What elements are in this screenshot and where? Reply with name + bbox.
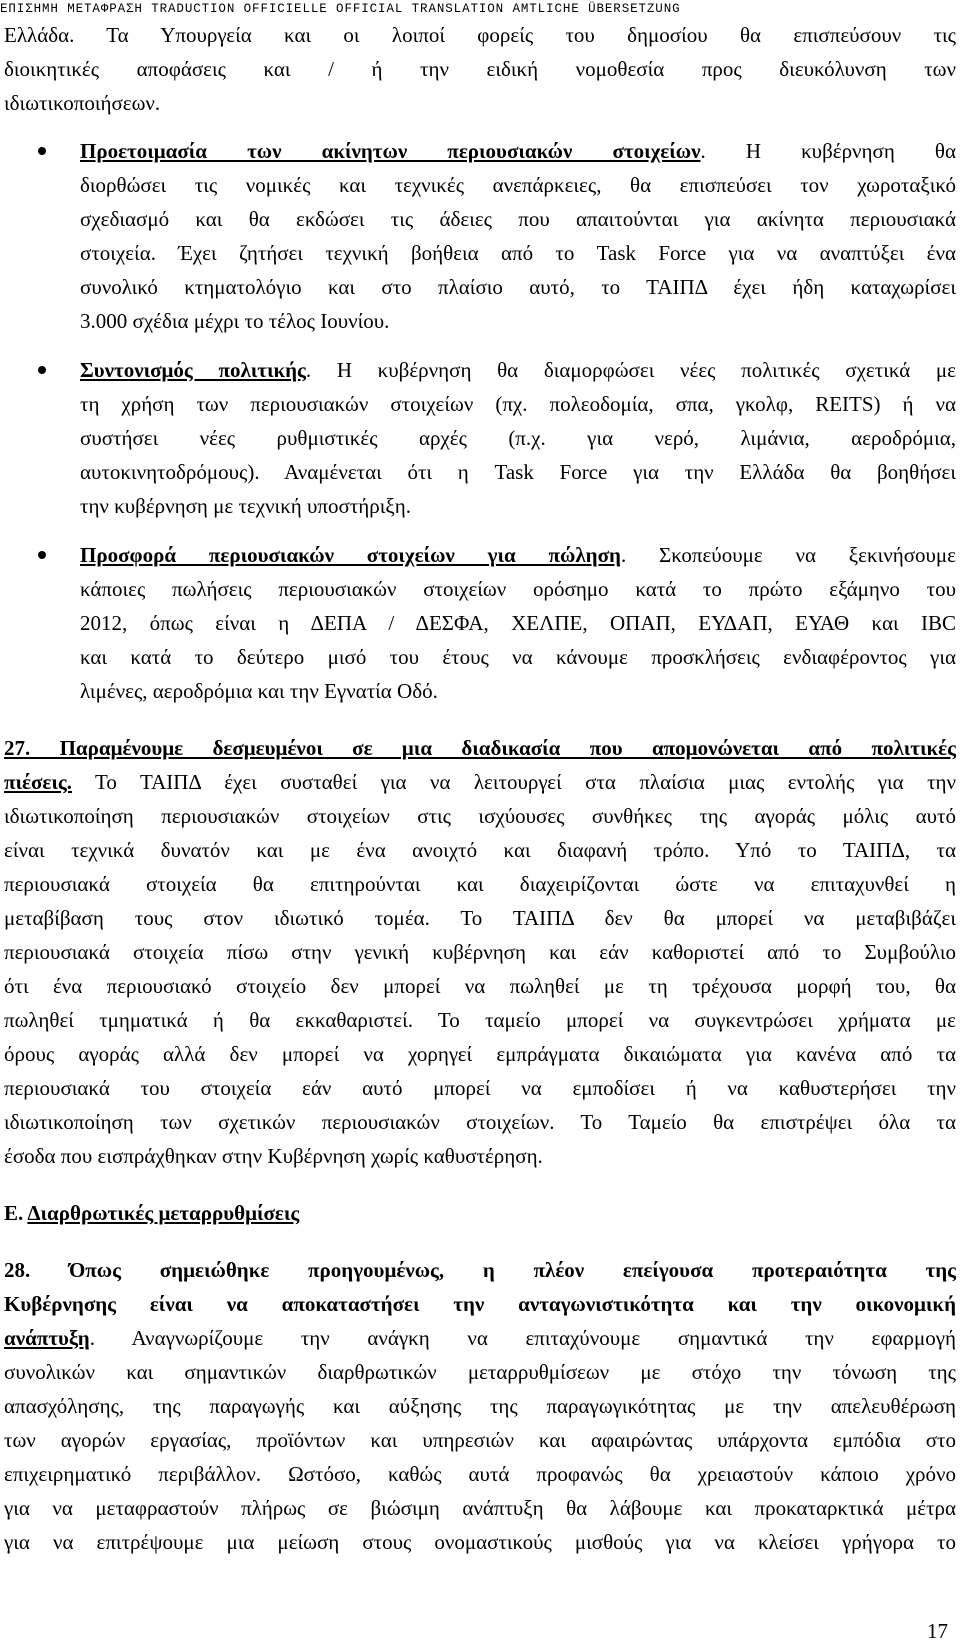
text-line: πωληθεί τμηματικά ή θα εκκαθαριστεί. Το ταμείο μπορεί να συγκεντρώσει χρήματα με (4, 1008, 956, 1032)
text-line: λιμένες, αεροδρόμια και την Εγνατία Οδό. (80, 679, 438, 703)
page-number: 17 (927, 1619, 948, 1643)
text-line: πιέσεις. Το ΤΑΙΠΔ έχει συσταθεί για να λειτουργεί στα πλαίσια μιας εντολής για την (4, 770, 956, 794)
text-line: για να μεταφραστούν πλήρως σε βιώσιμη ανάπτυξη θα λάβουμε και προκαταρκτικά μέτρα (4, 1496, 956, 1520)
section-heading: Ε. Διαρθρωτικές μεταρρυθμίσεις (4, 1201, 300, 1225)
text-line: συνολικό κτηματολόγιο και στο πλαίσιο αυτό, το ΤΑΙΠΔ έχει ήδη καταχωρίσει (80, 275, 956, 299)
bullet-heading: Προετοιμασία των ακίνητων περιουσιακών στοιχείων (80, 139, 701, 163)
text-line: των αγορών εργασίας, προϊόντων και υπηρεσιών και αφαιρώντας υπάρχοντα εμπόδια στο (4, 1428, 956, 1452)
text-line: συνολικών και σημαντικών διαρθρωτικών μεταρρυθμίσεων με στόχο την τόνωση της (4, 1360, 956, 1384)
text-line: ιδιωτικοποίηση περιουσιακών στοιχείων στις ισχύουσες συνθήκες της αγοράς μόλις αυτό (4, 804, 956, 828)
bullet-item-line: Προετοιμασία των ακίνητων περιουσιακών στοιχείων. Η κυβέρνηση θα (80, 139, 956, 163)
text-line: έσοδα που εισπράχθηκαν στην Κυβέρνηση χωρίς καθυστέρηση. (4, 1144, 543, 1168)
bullet-heading: Συντονισμός πολιτικής (80, 358, 306, 382)
text-line: είναι τεχνικά δυνατόν και με ένα ανοιχτό και διαφανή τρόπο. Υπό το ΤΑΙΠΔ, τα (4, 838, 956, 862)
text-line: και κατά το δεύτερο μισό του έτους να κάνουμε προσκλήσεις ενδιαφέροντος για (80, 645, 956, 669)
text-line: για να επιτρέψουμε μια μείωση στους ονομαστικούς μισθούς για να κλείσει γρήγορα το (4, 1530, 956, 1554)
paragraph-27-heading: 27. Παραμένουμε δεσμευμένοι σε μια διαδικασία που απομονώνεται από πολιτικές (4, 736, 956, 760)
text-line: την κυβέρνηση με τεχνική υποστήριξη. (80, 494, 411, 518)
text-line: περιουσιακά στοιχεία πίσω στην γενική κυβέρνηση και εάν καθοριστεί από το Συμβούλιο (4, 940, 956, 964)
text-line: περιουσιακά του στοιχεία εάν αυτό μπορεί να εμποδίσει ή να καθυστερήσει την (4, 1076, 956, 1100)
text-line: όρους αγοράς αλλά δεν μπορεί να χορηγεί εμπράγματα δικαιώματα για κανένα από τα (4, 1042, 956, 1066)
bullet-icon (38, 551, 46, 559)
text-line: 3.000 σχέδια μέχρι το τέλος Ιουνίου. (80, 309, 390, 333)
text-line: Ελλάδα. Τα Υπουργεία και οι λοιποί φορείς του δημοσίου θα επισπεύσουν τις (4, 23, 956, 47)
text-line: απασχόλησης, της παραγωγής και αύξησης της παραγωγικότητας με την απελευθέρωση (4, 1394, 956, 1418)
text-line: 2012, όπως είναι η ΔΕΠΑ / ΔΕΣΦΑ, ΧΕΛΠΕ, ΟΠΑΠ, ΕΥΔΑΠ, ΕΥΑΘ και IBC (80, 611, 956, 635)
text-line: ιδιωτικοποίηση των σχετικών περιουσιακών στοιχείων. Το Ταμείο θα επιστρέψει όλα τα (4, 1110, 956, 1134)
paragraph-28-heading: 28. Όπως σημειώθηκε προηγουμένως, η πλέον επείγουσα προτεραιότητα της (4, 1258, 956, 1282)
text-line: διοικητικές αποφάσεις και / ή την ειδική νομοθεσία προς διευκόλυνση των (4, 57, 956, 81)
text-line: τη χρήση των περιουσιακών στοιχείων (πχ. πολεοδομία, σπα, γκολφ, REITS) ή να (80, 392, 956, 416)
text-line: Κυβέρνησης είναι να αποκαταστήσει την ανταγωνιστικότητα και την οικονομική (4, 1292, 956, 1316)
text-line: διορθώσει τις νομικές και τεχνικές ανεπάρκειες, θα επισπεύσει τον χωροταξικό (80, 173, 956, 197)
text-line: ότι ένα περιουσιακό στοιχείο δεν μπορεί να πωληθεί με τη τρέχουσα μορφή του, θα (4, 974, 956, 998)
bullet-icon (38, 147, 46, 155)
text-line: σχεδιασμό και θα εκδώσει τις άδειες που απαιτούνται για ακίνητα περιουσιακά (80, 207, 956, 231)
text-line: στοιχεία. Έχει ζητήσει τεχνική βοήθεια από το Task Force για να αναπτύξει ένα (80, 241, 956, 265)
translation-header: ΕΠΙΣΗΜΗ ΜΕΤΑΦΡΑΣΗ TRADUCTION OFFICIELLE OFFICIAL TRANSLATION AMTLICHE ÜBERSETZUNG (0, 2, 681, 16)
text-line: ιδιωτικοποιήσεων. (4, 91, 161, 115)
text-line: μεταβίβαση τους στον ιδιωτικό τομέα. Το ΤΑΙΠΔ δεν θα μπορεί να μεταβιβάζει (4, 906, 956, 930)
bullet-item-line: Προσφορά περιουσιακών στοιχείων για πώληση. Σκοπεύουμε να ξεκινήσουμε (80, 543, 956, 567)
text-line: επιχειρηματικό περιβάλλον. Ωστόσο, καθώς αυτά προφανώς θα χρειαστούν κάποιο χρόνο (4, 1462, 956, 1486)
text-line: περιουσιακά στοιχεία θα επιτηρούνται και διαχειρίζονται ώστε να επιταχυνθεί η (4, 872, 956, 896)
text-line: κάποιες πωλήσεις περιουσιακών στοιχείων ορόσημο κατά το πρώτο εξάμηνο του (80, 577, 956, 601)
bullet-icon (38, 366, 46, 374)
text-line: ανάπτυξη. Αναγνωρίζουμε την ανάγκη να επιταχύνουμε σημαντικά την εφαρμογή (4, 1326, 956, 1350)
text-line: αυτοκινητοδρόμους). Αναμένεται ότι η Task Force για την Ελλάδα θα βοηθήσει (80, 460, 956, 484)
bullet-heading: Προσφορά περιουσιακών στοιχείων για πώληση (80, 543, 621, 567)
bullet-item-line: Συντονισμός πολιτικής. Η κυβέρνηση θα διαμορφώσει νέες πολιτικές σχετικά με (80, 358, 956, 382)
text-line: συστήσει νέες ρυθμιστικές αρχές (π.χ. για νερό, λιμάνια, αεροδρόμια, (80, 426, 956, 450)
